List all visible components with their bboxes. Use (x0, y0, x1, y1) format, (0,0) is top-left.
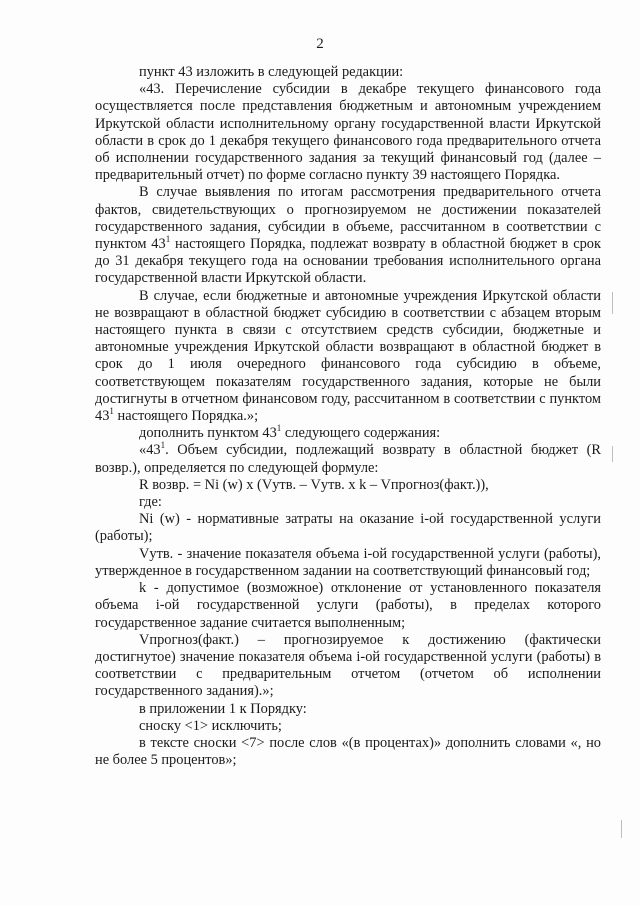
paragraph-return-by-december (95, 184, 601, 287)
definition-k: k - допустимое (возможное) отклонение от установленного показателя объема i-ой государственной услуги (работы), в пределах которого государственное задание считается выполненным; (95, 580, 601, 631)
paragraph-footnote-1: сноску <1> исключить; (139, 717, 282, 734)
document-body (95, 64, 601, 769)
text-fragment: . Объем субсидии, подлежащий возврату в областной бюджет (R возвр.), определяется по следующей формуле: (95, 442, 601, 476)
paragraph-amend-intro: пункт 43 изложить в следующей редакции: (139, 64, 404, 80)
paragraph-item-43-1 (95, 442, 601, 476)
paragraph-return-by-july (95, 288, 601, 426)
paragraph-appendix-1: в приложении 1 к Порядку: (139, 700, 307, 717)
text-fragment: В случае выявления по итогам рассмотрения предварительного отчета фактов, свидетельствующих о прогнозируемом не достижении показателей государственного задания, субсидии в объеме, рассчитанном в соответствии с пунктом 43 (95, 184, 601, 253)
text-fragment: дополнить пунктом 43 (139, 425, 277, 442)
superscript: 1 (109, 406, 114, 417)
text-fragment: настоящего Порядка.»; (113, 408, 259, 425)
text-fragment: настоящего Порядка, подлежат возврату в областной бюджет в срок до 31 декабря текущего года на основании требования исполнительного органа государственной власти Иркутской области. (95, 236, 601, 287)
definition-v-forecast: Vпрогноз(факт.) – прогнозируемое к достижению (фактически достигнутое) значение показателя объема i-ой государственной услуги (работы) в соответствии с предварительным отчетом (отчетом об исполнении государственного задания).»; (95, 631, 601, 700)
text-fragment: следующего содержания: (281, 425, 441, 442)
definition-v-approved: Vутв. - значение показателя объема i-ой государственной услуги (работы), утвержденное в государственном задании на соответствующий финансовый год; (95, 545, 601, 579)
text-fragment: «43 (139, 442, 161, 459)
scan-edge-mark (621, 820, 622, 838)
page-number: 2 (316, 36, 324, 52)
paragraph-add-item (95, 425, 601, 442)
formula-where: где: (139, 494, 162, 511)
formula: R возвр. = Ni (w) х (Vутв. – Vутв. х k – Vпрогноз(факт.)), (139, 476, 489, 493)
superscript: 1 (276, 423, 282, 434)
definition-ni: Ni (w) - нормативные затраты на оказание i-ой государственной услуги (работы); (95, 511, 601, 545)
scan-edge-mark (612, 446, 613, 462)
text-fragment: В случае, если бюджетные и автономные учреждения Иркутской области не возвращают в областной бюджет субсидию в соответствии с абзацем вторым настоящего пункта в связи с отсутствием средств субсидии, бюджетные и автономные учреждения Иркутской области возвращают в областной бюджет в срок до 1 июля очередного финансового года субсидию в объеме, соответствующем показателям государственного задания, которые не были достигнуты в отчетном финансовом году, рассчитанном в соответствии с пунктом 43 (95, 287, 601, 425)
paragraph-item-43: «43. Перечисление субсидии в декабре текущего финансового года осуществляется после представления бюджетным и автономным учреждением Иркутской области исполнительному органу государственной власти Иркутской области в срок до 1 декабря текущего финансового года предварительного отчета об исполнении государственного задания за текущий финансовый год (далее – предварительный отчет) по форме согласно пункту 39 настоящего Порядка. (95, 81, 601, 184)
superscript: 1 (165, 234, 171, 245)
superscript: 1 (160, 440, 166, 451)
paragraph-footnote-7: в тексте сноски <7> после слов «(в процентах)» дополнить словами «, но не более 5 процентов»; (95, 734, 601, 769)
scan-edge-mark (612, 292, 613, 314)
